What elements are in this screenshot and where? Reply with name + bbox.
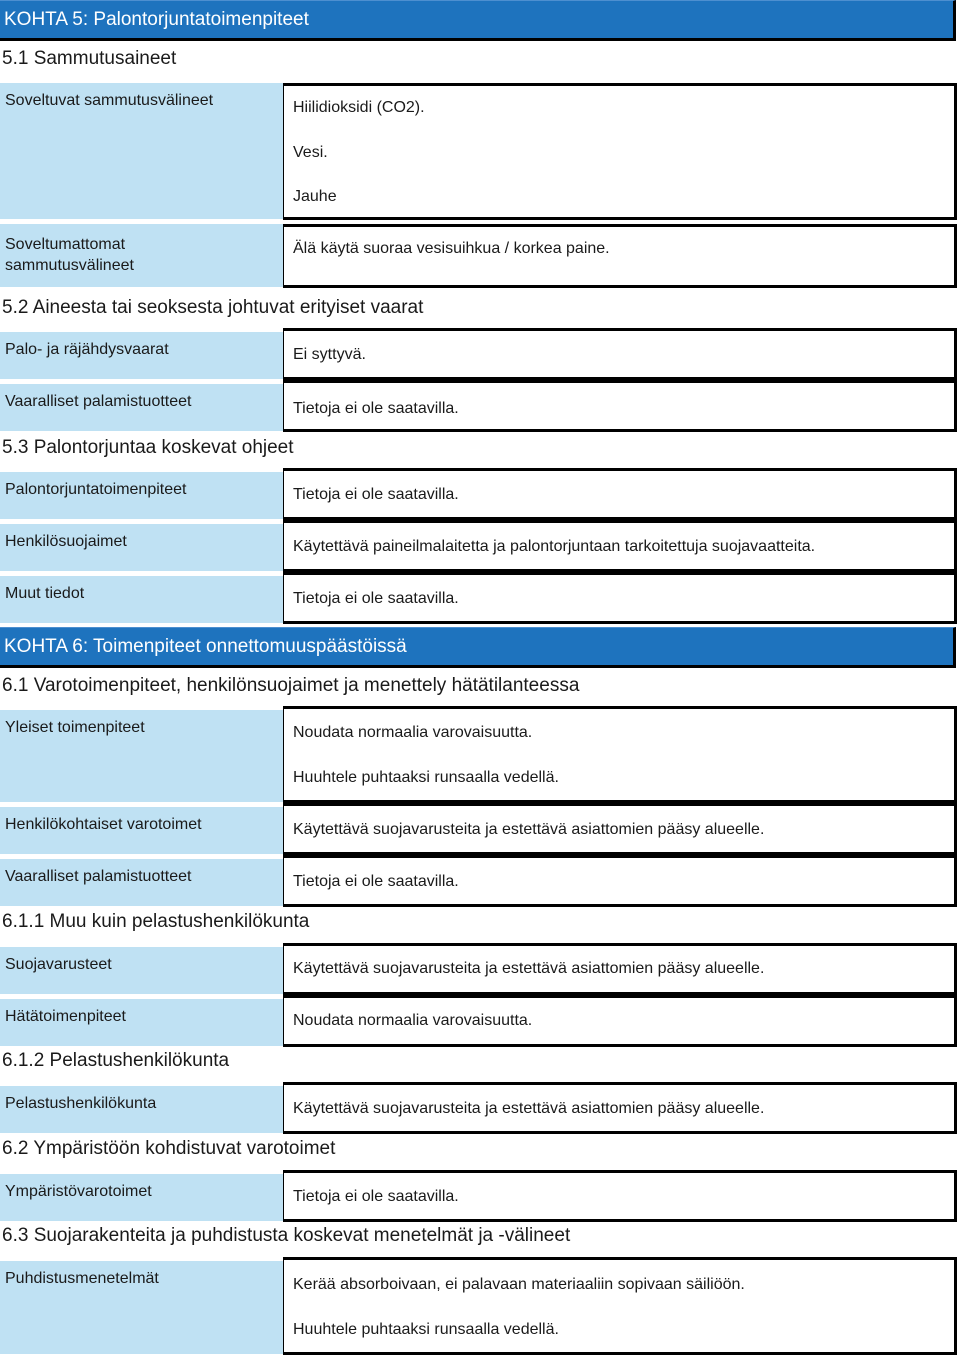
- subsection-6-2-title: 6.2 Ympäristöön kohdistuvat varotoimet: [2, 1138, 336, 1159]
- unsuitable-media-value: Älä käytä suoraa vesisuihkua / korkea paine.: [293, 240, 610, 257]
- label-environmental-precautions: Ympäristövarotoimet: [0, 1174, 283, 1221]
- combustion-products-6-value: Tietoja ei ole saatavilla.: [293, 873, 459, 890]
- section-6-heading: KOHTA 6: Toimenpiteet onnettomuuspäästöissä: [4, 635, 407, 657]
- cleanup-methods-line-2: Huuhtele puhtaaksi runsaalla vedellä.: [293, 1321, 559, 1338]
- label-hazardous-combustion-products-6: Vaaralliset palamistuotteet: [0, 859, 283, 906]
- subsection-6-1-2-title: 6.1.2 Pelastushenkilökunta: [2, 1050, 230, 1071]
- suitable-media-line-3: Jauhe: [293, 188, 337, 205]
- protective-gear-value: Käytettävä suojavarusteita ja estettävä asiattomien pääsy alueelle.: [293, 960, 765, 977]
- general-measures-line-1: Noudata normaalia varovaisuutta.: [293, 724, 533, 741]
- section-5-heading-bar: [0, 0, 956, 41]
- combustion-products-value: Tietoja ei ole saatavilla.: [293, 400, 459, 417]
- value-box-cleanup-methods: [283, 1257, 957, 1355]
- subsection-5-1-title: 5.1 Sammutusaineet: [2, 48, 177, 69]
- protective-equipment-value: Käytettävä paineilmalaitetta ja palontorjuntaan tarkoitettuja suojavaatteita.: [293, 538, 816, 555]
- firefighting-measures-value: Tietoja ei ole saatavilla.: [293, 486, 459, 503]
- unsuitable-label-line-2: sammutusvälineet: [5, 257, 134, 274]
- label-general-measures: Yleiset toimenpiteet: [0, 710, 283, 802]
- label-protective-equipment: Henkilösuojaimet: [0, 524, 283, 571]
- value-box-general-measures: [283, 706, 957, 803]
- fire-hazards-value: Ei syttyvä.: [293, 346, 366, 363]
- label-hazardous-combustion-products: Vaaralliset palamistuotteet: [0, 384, 283, 431]
- section-5-heading: KOHTA 5: Palontorjuntatoimenpiteet: [4, 8, 309, 30]
- emergency-procedures-value: Noudata normaalia varovaisuutta.: [293, 1012, 533, 1029]
- subsection-5-3-title: 5.3 Palontorjuntaa koskevat ohjeet: [2, 437, 294, 458]
- label-personal-precautions: Henkilökohtaiset varotoimet: [0, 807, 283, 854]
- subsection-5-2-title: 5.2 Aineesta tai seoksesta johtuvat erityiset vaarat: [2, 297, 424, 318]
- suitable-media-line-1: Hiilidioksidi (CO2).: [293, 99, 425, 116]
- label-firefighting-measures: Palontorjuntatoimenpiteet: [0, 472, 283, 519]
- subsection-6-3-title: 6.3 Suojarakenteita ja puhdistusta koskevat menetelmät ja -välineet: [2, 1225, 571, 1246]
- label-fire-explosion-hazards: Palo- ja räjähdysvaarat: [0, 332, 283, 379]
- suitable-media-line-2: Vesi.: [293, 144, 328, 161]
- value-box-fire-explosion-hazards: [283, 328, 957, 380]
- subsection-6-1-title: 6.1 Varotoimenpiteet, henkilönsuojaimet ja menettely hätätilanteessa: [2, 675, 580, 696]
- label-suitable-extinguishing-media: Soveltuvat sammutusvälineet: [0, 83, 283, 219]
- general-measures-line-2: Huuhtele puhtaaksi runsaalla vedellä.: [293, 769, 559, 786]
- environmental-precautions-value: Tietoja ei ole saatavilla.: [293, 1188, 459, 1205]
- label-protective-gear: Suojavarusteet: [0, 947, 283, 994]
- label-emergency-procedures: Hätätoimenpiteet: [0, 999, 283, 1046]
- subsection-6-1-1-title: 6.1.1 Muu kuin pelastushenkilökunta: [2, 911, 310, 932]
- personal-precautions-value: Käytettävä suojavarusteita ja estettävä asiattomien pääsy alueelle.: [293, 821, 765, 838]
- unsuitable-label-line-1: Soveltumattomat: [5, 236, 126, 253]
- emergency-responders-value: Käytettävä suojavarusteita ja estettävä asiattomien pääsy alueelle.: [293, 1100, 765, 1117]
- section-6-heading-bar: [0, 627, 956, 668]
- label-other-information: Muut tiedot: [0, 576, 283, 623]
- label-cleanup-methods: Puhdistusmenetelmät: [0, 1261, 283, 1354]
- cleanup-methods-line-1: Kerää absorboivaan, ei palavaan materiaaliin sopivaan säiliöön.: [293, 1276, 745, 1293]
- label-unsuitable-extinguishing-media: [0, 224, 283, 287]
- label-emergency-responders: Pelastushenkilökunta: [0, 1086, 283, 1133]
- other-information-value: Tietoja ei ole saatavilla.: [293, 590, 459, 607]
